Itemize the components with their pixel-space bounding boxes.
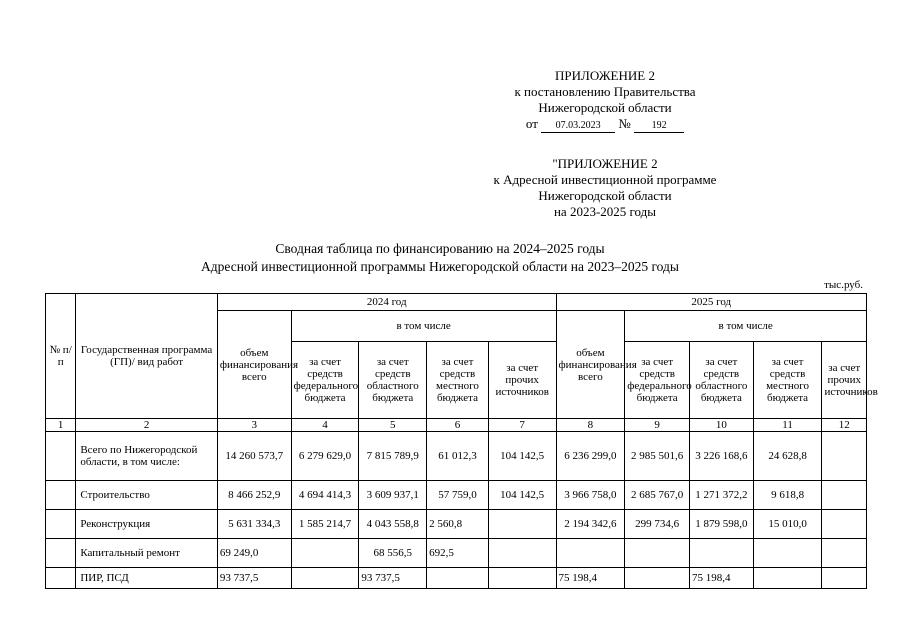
- cell-other-2024: [488, 510, 556, 539]
- row-num: [46, 432, 76, 481]
- header-volume-2024: объем финансирования всего: [217, 311, 291, 419]
- cell-regional-2025: [690, 539, 754, 568]
- date-prefix: от: [525, 116, 538, 131]
- cell-other-2024: 104 142,5: [488, 481, 556, 510]
- col-number: 8: [556, 419, 625, 432]
- col-number: 5: [359, 419, 427, 432]
- cell-volume-2025: 2 194 342,6: [556, 510, 625, 539]
- cell-local-2024: 2 560,8: [427, 510, 489, 539]
- cell-volume-2024: 69 249,0: [217, 539, 291, 568]
- cell-regional-2024: 68 556,5: [359, 539, 427, 568]
- cell-volume-2024: 8 466 252,9: [217, 481, 291, 510]
- cell-other-2025: [822, 539, 867, 568]
- cell-federal-2025: [625, 568, 690, 589]
- cell-other-2024: 104 142,5: [488, 432, 556, 481]
- row-name: Капитальный ремонт: [76, 539, 218, 568]
- table-row-construction: [46, 481, 867, 510]
- cell-local-2025: 9 618,8: [753, 481, 822, 510]
- header-local-2024: за счет средств местного бюджета: [427, 342, 489, 419]
- cell-regional-2024: 7 815 789,9: [359, 432, 427, 481]
- cell-volume-2024: 14 260 573,7: [217, 432, 291, 481]
- row-num: [46, 568, 76, 589]
- cell-other-2025: [822, 432, 867, 481]
- col-number: 11: [753, 419, 822, 432]
- cell-federal-2024: [291, 539, 359, 568]
- financing-table: [45, 293, 878, 589]
- number-sign: №: [618, 116, 631, 131]
- program-appendix-header: [440, 156, 770, 220]
- appendix-line-1: к постановлению Правительства: [514, 84, 696, 99]
- row-name: Реконструкция: [76, 510, 218, 539]
- cell-local-2025: 24 628,8: [753, 432, 822, 481]
- col-number: 7: [488, 419, 556, 432]
- header-year-2024: 2024 год: [217, 294, 556, 311]
- header-program: Государственная программа (ГП)/ вид работ: [76, 294, 218, 419]
- program-appendix-title: "ПРИЛОЖЕНИЕ 2: [552, 156, 658, 171]
- col-number: 3: [217, 419, 291, 432]
- appendix-title: ПРИЛОЖЕНИЕ 2: [555, 68, 655, 83]
- cell-federal-2024: [291, 568, 359, 589]
- cell-local-2025: 15 010,0: [753, 510, 822, 539]
- row-name: Всего по Нижегородской области, в том числе:: [76, 432, 218, 481]
- col-number: 1: [46, 419, 76, 432]
- header-regional-2025: за счет средств областного бюджета: [690, 342, 754, 419]
- header-num: № п/п: [46, 294, 76, 419]
- cell-volume-2025: 75 198,4: [556, 568, 625, 589]
- col-number: 9: [625, 419, 690, 432]
- cell-volume-2024: 93 737,5: [217, 568, 291, 589]
- cell-local-2025: [753, 568, 822, 589]
- cell-volume-2024: 5 631 334,3: [217, 510, 291, 539]
- cell-other-2025: [822, 510, 867, 539]
- cell-federal-2024: 6 279 629,0: [291, 432, 359, 481]
- header-local-2025: за счет средств местного бюджета: [753, 342, 822, 419]
- table-row-design: [46, 568, 867, 589]
- col-number: 10: [690, 419, 754, 432]
- cell-federal-2025: 2 985 501,6: [625, 432, 690, 481]
- appendix-header: [470, 68, 740, 133]
- header-federal-2024: за счет средств федерального бюджета: [291, 342, 359, 419]
- header-row-years: [46, 294, 867, 311]
- cell-other-2025: [822, 481, 867, 510]
- cell-other-2025: [822, 568, 867, 589]
- cell-federal-2025: [625, 539, 690, 568]
- col-number: 12: [822, 419, 867, 432]
- units-label: тыс.руб.: [824, 279, 863, 291]
- cell-local-2024: 57 759,0: [427, 481, 489, 510]
- row-name: Строительство: [76, 481, 218, 510]
- cell-other-2024: [488, 539, 556, 568]
- cell-federal-2025: 299 734,6: [625, 510, 690, 539]
- table-row-reconstruction: [46, 510, 867, 539]
- col-number: 2: [76, 419, 218, 432]
- cell-federal-2025: 2 685 767,0: [625, 481, 690, 510]
- cell-local-2024: 692,5: [427, 539, 489, 568]
- cell-local-2024: [427, 568, 489, 589]
- table-title-line-1: Сводная таблица по финансированию на 2024–2025 годы: [275, 241, 605, 256]
- header-volume-2025: объем финансирования всего: [556, 311, 625, 419]
- cell-volume-2025: 6 236 299,0: [556, 432, 625, 481]
- cell-volume-2025: [556, 539, 625, 568]
- table-row-total: [46, 432, 867, 481]
- header-other-2024: за счет прочих источников: [488, 342, 556, 419]
- table-row-capital-repair: [46, 539, 867, 568]
- program-appendix-line-3: на 2023-2025 годы: [553, 204, 657, 219]
- decree-date: 07.03.2023: [541, 120, 615, 133]
- row-num: [46, 539, 76, 568]
- cell-volume-2025: 3 966 758,0: [556, 481, 625, 510]
- header-including-2025: в том числе: [625, 311, 867, 342]
- decree-number: 192: [634, 120, 684, 133]
- col-number: 4: [291, 419, 359, 432]
- header-regional-2024: за счет средств областного бюджета: [359, 342, 427, 419]
- cell-local-2025: [753, 539, 822, 568]
- cell-regional-2024: 4 043 558,8: [359, 510, 427, 539]
- cell-regional-2025: 1 271 372,2: [690, 481, 754, 510]
- cell-federal-2024: 4 694 414,3: [291, 481, 359, 510]
- program-appendix-line-1: к Адресной инвестиционной программе: [493, 172, 717, 187]
- header-year-2025: 2025 год: [556, 294, 866, 311]
- appendix-line-2: Нижегородской области: [538, 100, 672, 115]
- row-name: ПИР, ПСД: [76, 568, 218, 589]
- header-other-2025: за счет прочих источников: [822, 342, 867, 419]
- table-title: [120, 240, 760, 276]
- cell-local-2024: 61 012,3: [427, 432, 489, 481]
- cell-regional-2024: 3 609 937,1: [359, 481, 427, 510]
- decree-date-line: [526, 116, 684, 133]
- cell-other-2024: [488, 568, 556, 589]
- cell-regional-2025: 1 879 598,0: [690, 510, 754, 539]
- row-num: [46, 510, 76, 539]
- table-title-line-2: Адресной инвестиционной программы Нижегородской области на 2023–2025 годы: [201, 259, 679, 274]
- cell-regional-2024: 93 737,5: [359, 568, 427, 589]
- column-numbers-row: [46, 419, 867, 432]
- col-number: 6: [427, 419, 489, 432]
- cell-regional-2025: 3 226 168,6: [690, 432, 754, 481]
- header-federal-2025: за счет средств федерального бюджета: [625, 342, 690, 419]
- program-appendix-line-2: Нижегородской области: [538, 188, 672, 203]
- cell-federal-2024: 1 585 214,7: [291, 510, 359, 539]
- row-num: [46, 481, 76, 510]
- cell-regional-2025: 75 198,4: [690, 568, 754, 589]
- header-including-2024: в том числе: [291, 311, 556, 342]
